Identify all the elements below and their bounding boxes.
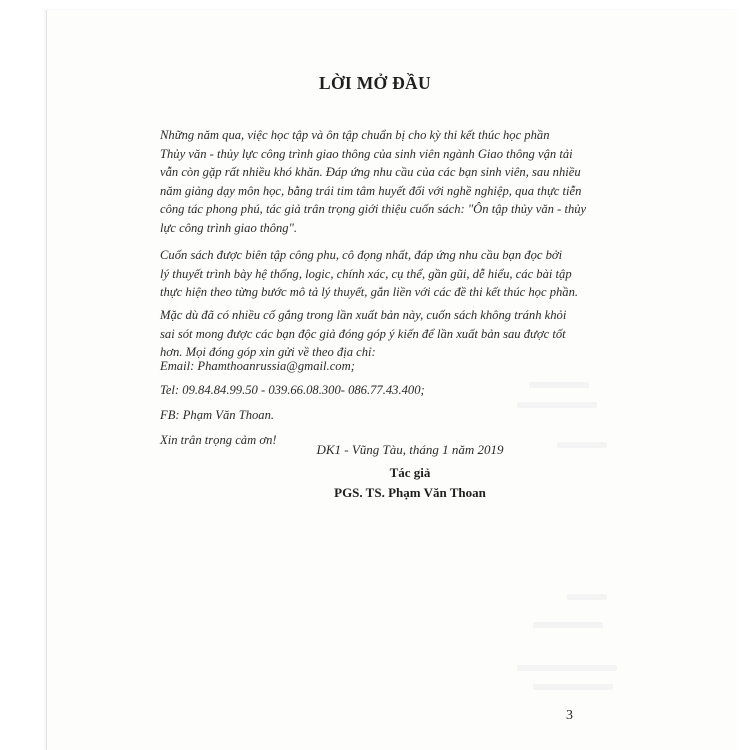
intro-paragraph-2 (160, 246, 590, 313)
text-line: Thủy văn - thủy lực công trình giao thông của sinh viên ngành Giao thông vận tải (160, 146, 573, 161)
text-line: Cuốn sách được biên tập công phu, cô đọng nhất, đáp ứng nhu cầu bạn đọc bởi (160, 248, 563, 262)
text-line: Những năm qua, việc học tập và ôn tập chuẩn bị cho kỳ thi kết thúc học phần (160, 128, 550, 142)
text-line: công tác phong phú, tác giả trân trọng giới thiệu cuốn sách: "Ôn tập thủy văn - thủy (160, 202, 587, 216)
bleed-through-mark (517, 665, 617, 671)
intro-paragraph-1 (160, 126, 590, 248)
contact-facebook: FB: Phạm Văn Thoan. (160, 408, 275, 422)
thanks-line: Xin trân trọng cảm ơn! (160, 433, 277, 447)
text-line: thực hiện theo từng bước mô tả lý thuyết, gắn liền với các đề thi kết thúc học phần. (160, 285, 579, 299)
contact-email: Email: Phamthoanrussia@gmail.com; (160, 359, 355, 373)
text-line: lý thuyết trình bày hệ thống, logic, chính xác, cụ thể, gần gũi, dễ hiểu, các bài tập (160, 266, 572, 281)
signature-name: PGS. TS. Phạm Văn Thoan (334, 485, 486, 500)
bleed-through-mark (567, 594, 607, 600)
bleed-through-mark (533, 684, 613, 690)
page-title: LỜI MỞ ĐẦU (319, 73, 431, 93)
text-line: hơn. Mọi đóng góp xin gửi về theo địa chỉ: (160, 345, 376, 359)
bleed-through-mark (529, 382, 589, 388)
text-line: năm giảng dạy môn học, bằng trái tim tâm huyết đối với nghề nghiệp, qua thực tiễn (160, 183, 582, 198)
text-line: vẫn còn gặp rất nhiều khó khăn. Đáp ứng nhu cầu của các bạn sinh viên, sau nhiều (160, 165, 581, 179)
bleed-through-mark (517, 402, 597, 408)
contact-phone: Tel: 09.84.84.99.50 - 039.66.08.300- 086.77.43.400; (160, 383, 425, 397)
signature-place-date: DK1 - Vũng Tàu, tháng 1 năm 2019 (316, 442, 504, 457)
text-line: Mặc dù đã có nhiều cố gắng trong lần xuất bản này, cuốn sách không tránh khỏi (160, 308, 567, 322)
paper-sheet (46, 10, 737, 750)
text-line: lực công trình giao thông". (160, 220, 298, 235)
signature-role: Tác giả (389, 465, 431, 480)
text-line: sai sót mong được các bạn độc giả đóng góp ý kiến để lần xuất bản sau được tốt (160, 326, 566, 341)
bleed-through-mark (533, 622, 603, 628)
page-number: 3 (566, 708, 573, 723)
